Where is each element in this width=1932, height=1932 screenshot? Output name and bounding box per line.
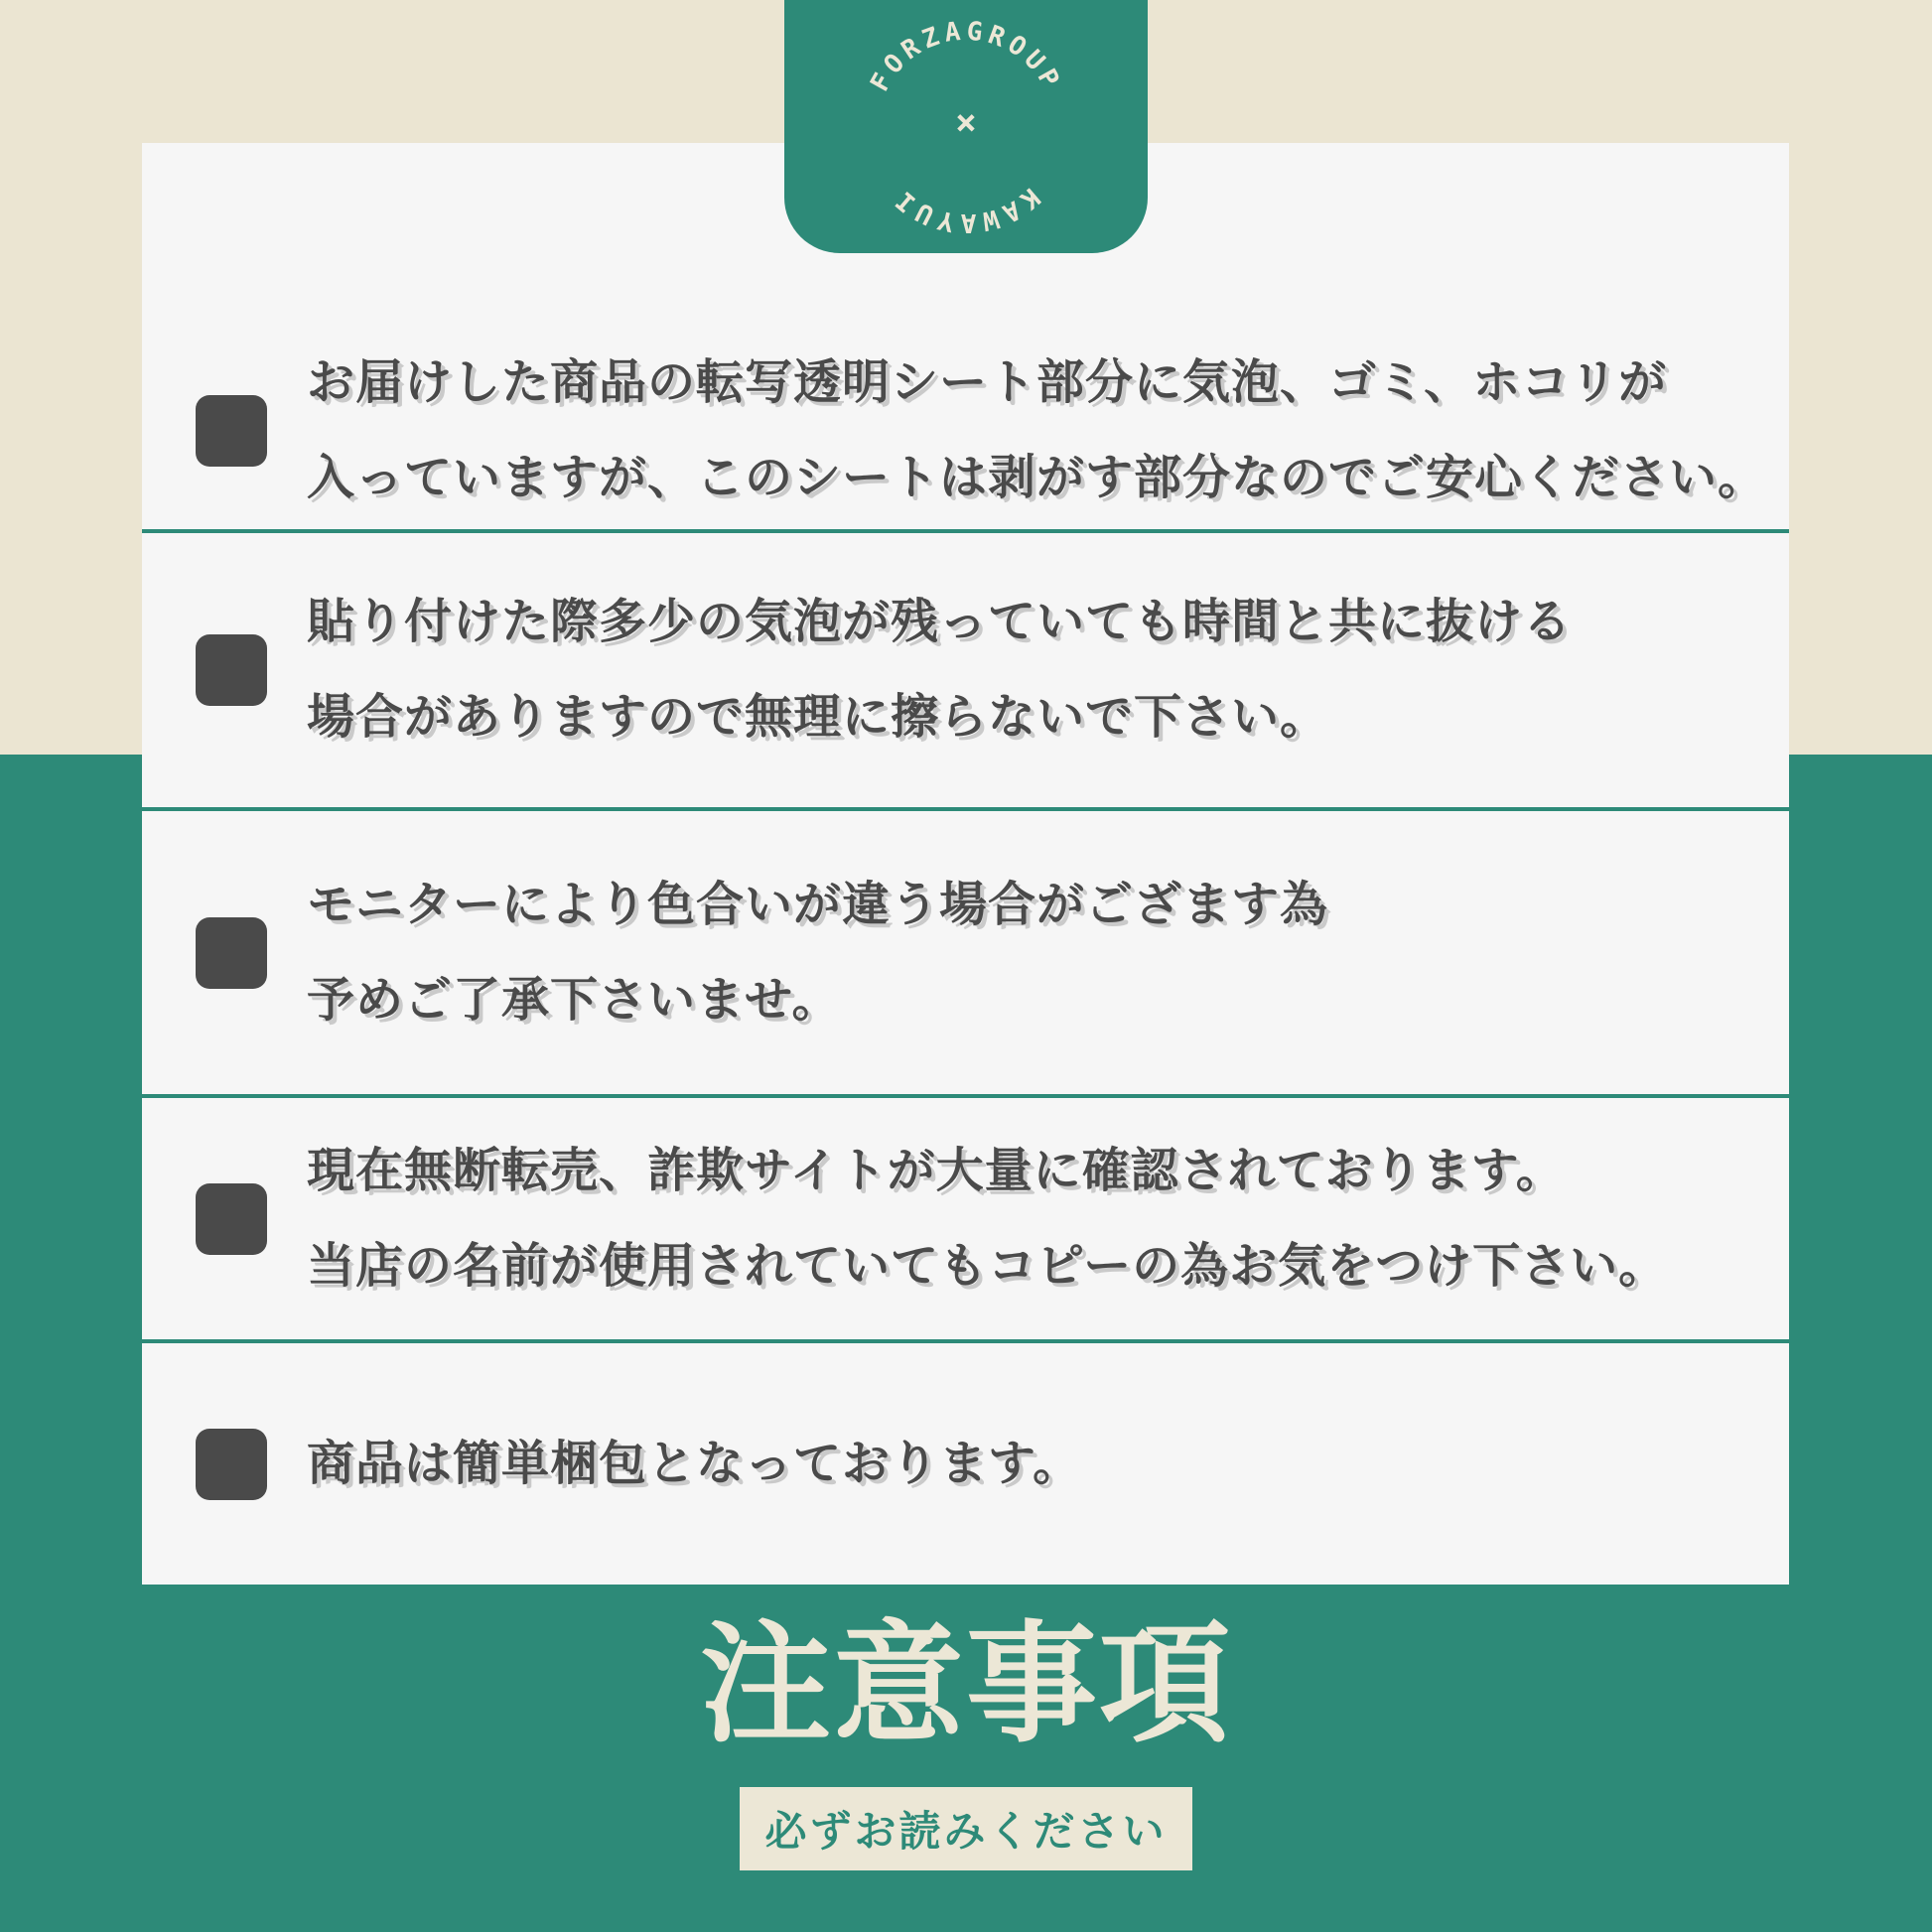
notice-text-line: お届けした商品の転写透明シート部分に気泡、ゴミ、ホコリが [307, 355, 1668, 409]
brand-top-text: FORZAGROUP [865, 16, 1067, 97]
notice-text [307, 1417, 1081, 1512]
checkbox-icon [196, 917, 267, 989]
notice-text-line: モニターにより色合いが違う場合がござます為 [307, 878, 1329, 931]
notice-item [142, 1098, 1789, 1339]
notice-text [307, 575, 1572, 765]
notice-text-line: 場合がありますので無理に擦らないで下さい。 [307, 691, 1329, 744]
notice-text-line: 当店の名前が使用されていてもコピーの為お気をつけ下さい。 [307, 1239, 1668, 1293]
brand-bottom-text: KAWAYUI [887, 181, 1045, 237]
svg-text:KAWAYUI [887, 182, 1045, 237]
checkbox-icon [196, 395, 267, 467]
brand-badge [784, 0, 1148, 253]
svg-text:FORZAGROUP [865, 17, 1067, 97]
notice-text-line: 貼り付けた際多少の気泡が残っていても時間と共に抜ける [307, 596, 1573, 648]
checkbox-icon [196, 1429, 267, 1500]
notice-text-line: 予めご了承下さいませ。 [307, 973, 841, 1027]
notice-text [307, 858, 1328, 1048]
checkbox-icon [196, 1183, 267, 1255]
notice-item [142, 533, 1789, 807]
notice-text [307, 1124, 1667, 1314]
notice-text-line: 現在無断転売、詐欺サイトが大量に確認されております。 [307, 1144, 1565, 1197]
must-read-label: 必ずお読みください [740, 1787, 1192, 1870]
notice-card [142, 143, 1789, 1585]
checkbox-icon [196, 634, 267, 706]
x-symbol: × [955, 102, 977, 143]
notice-text-line: 入っていますが、このシートは剥がす部分なのでご安心ください。 [307, 451, 1767, 504]
notice-text [307, 336, 1766, 526]
notice-item [142, 1343, 1789, 1585]
notice-item [142, 811, 1789, 1094]
notice-text-line: 商品は簡単梱包となっております。 [307, 1437, 1082, 1490]
page-title: 注意事項 [700, 1611, 1232, 1757]
